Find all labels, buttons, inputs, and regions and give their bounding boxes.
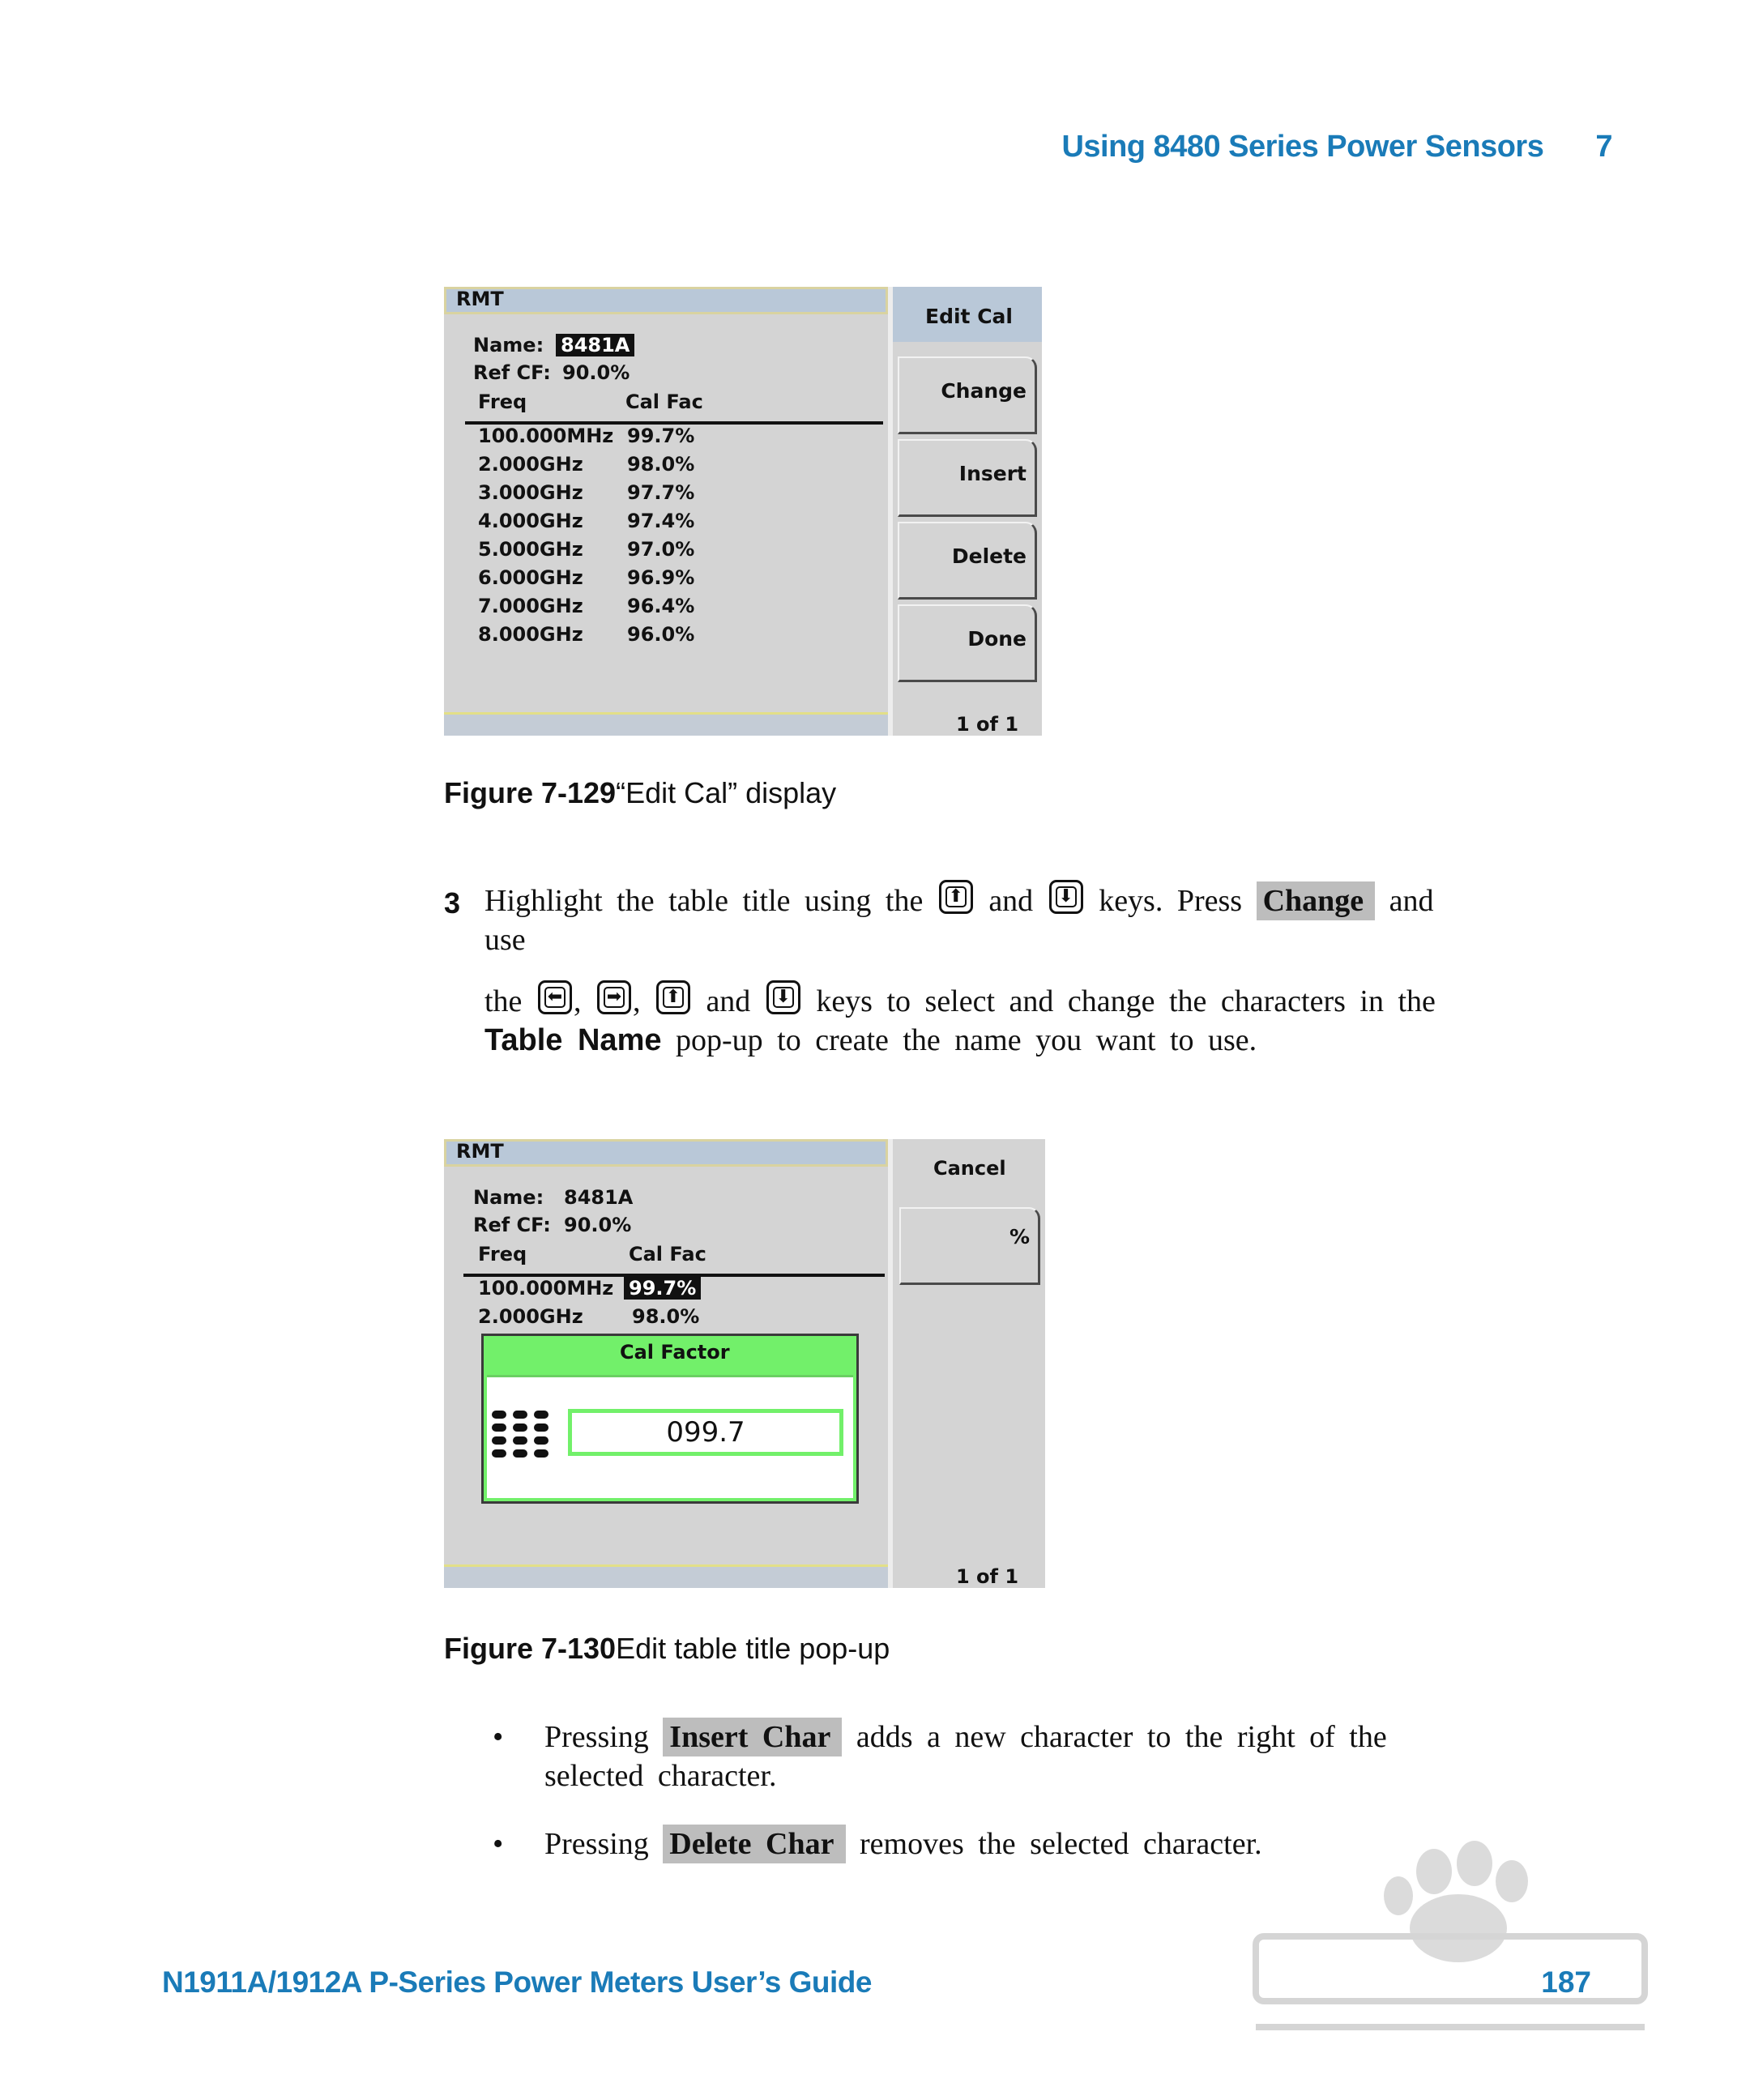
text: keys to select and change the characters in the xyxy=(816,984,1436,1018)
text: Pressing xyxy=(544,1827,649,1861)
change-label: Change xyxy=(941,379,1027,403)
left-arrow-key-icon: ⬅ xyxy=(538,980,572,1014)
cal-factor-popup-screen xyxy=(444,1139,1045,1588)
table-row-calfac[interactable]: 99.7% xyxy=(627,425,695,447)
header-title: Using 8480 Series Power Sensors xyxy=(1061,130,1544,164)
cal-factor-input[interactable] xyxy=(568,1409,843,1456)
name-label: Name: xyxy=(473,334,544,356)
change-key-label: Change xyxy=(1257,881,1376,920)
page-number: 187 xyxy=(1541,1966,1591,1999)
calfac-header: Cal Fac xyxy=(629,1243,706,1266)
freq-header: Freq xyxy=(478,1243,527,1266)
insert-softkey[interactable] xyxy=(898,439,1037,517)
insert-label: Insert xyxy=(958,462,1027,485)
figure-caption xyxy=(444,776,836,810)
watermark-logo xyxy=(1240,1839,1661,2050)
text: selected character. xyxy=(544,1759,777,1793)
footer-title: N1911A/1912A P-Series Power Meters User’s Guide xyxy=(162,1966,872,1999)
text: and xyxy=(1389,884,1434,918)
table-row-freq[interactable]: 8.000GHz xyxy=(478,623,583,646)
table-row-calfac-selected[interactable]: 99.7% xyxy=(624,1277,701,1300)
edit-cal-screen xyxy=(444,287,1042,736)
percent-label: % xyxy=(1009,1225,1030,1248)
step-3-text xyxy=(484,880,1570,959)
chapter-number: 7 xyxy=(1595,130,1612,164)
text: , xyxy=(632,984,641,1018)
figure-caption xyxy=(444,1632,890,1666)
figure-title: “Edit Cal” display xyxy=(616,776,837,809)
text: the xyxy=(484,984,523,1018)
table-row-freq[interactable]: 2.000GHz xyxy=(478,453,583,476)
bullet-icon: • xyxy=(493,1827,504,1861)
freq-header: Freq xyxy=(478,391,527,413)
delete-softkey[interactable] xyxy=(898,522,1037,600)
done-softkey[interactable] xyxy=(898,604,1037,682)
table-row-freq[interactable]: 5.000GHz xyxy=(478,538,583,561)
down-arrow-key-icon: ⬇ xyxy=(766,980,800,1014)
cancel-softkey[interactable]: Cancel xyxy=(933,1157,1006,1180)
text: Pressing xyxy=(544,1720,649,1754)
page-indicator: 1 of 1 xyxy=(956,713,1019,736)
table-row-freq[interactable]: 100.000MHz xyxy=(478,1277,614,1300)
table-row-freq[interactable]: 2.000GHz xyxy=(478,1305,583,1328)
insert-char-key-label: Insert Char xyxy=(663,1718,842,1756)
text: adds a new character to the right of the xyxy=(856,1720,1387,1754)
up-arrow-key-icon: ⬆ xyxy=(939,880,973,914)
refcf-label: Ref CF: xyxy=(473,361,551,384)
softkey-panel xyxy=(893,287,1042,736)
table-row-calfac[interactable]: 97.7% xyxy=(627,481,695,504)
menu-title: Edit Cal xyxy=(925,305,1013,328)
bottom-bar xyxy=(444,1564,888,1588)
rmt-indicator: RMT xyxy=(456,288,504,310)
refcf-label: Ref CF: xyxy=(473,1214,551,1236)
delete-label: Delete xyxy=(951,544,1027,568)
bullet-icon: • xyxy=(493,1720,504,1754)
text: and xyxy=(706,984,751,1018)
up-arrow-key-icon: ⬆ xyxy=(656,980,690,1014)
percent-softkey[interactable] xyxy=(899,1207,1040,1285)
bullet-insert-char xyxy=(544,1718,1598,1795)
table-row-calfac[interactable]: 98.0% xyxy=(627,453,695,476)
text: use xyxy=(484,923,526,957)
table-row-calfac[interactable]: 96.9% xyxy=(627,566,695,589)
keypad-icon xyxy=(490,1409,552,1461)
refcf-value: 90.0% xyxy=(562,361,630,384)
text: removes the selected character. xyxy=(860,1827,1262,1861)
down-arrow-key-icon: ⬇ xyxy=(1049,880,1083,914)
text: pop-up to create the name you want to use. xyxy=(675,1023,1257,1057)
table-row-freq[interactable]: 3.000GHz xyxy=(478,481,583,504)
table-row-calfac[interactable]: 98.0% xyxy=(632,1305,700,1328)
text: and xyxy=(988,884,1034,918)
page-indicator: 1 of 1 xyxy=(956,1565,1019,1588)
table-row-freq[interactable]: 4.000GHz xyxy=(478,510,583,532)
table-name-term: Table Name xyxy=(484,1023,662,1057)
table-row-calfac[interactable]: 97.4% xyxy=(627,510,695,532)
right-arrow-key-icon: ➡ xyxy=(597,980,631,1014)
rmt-indicator: RMT xyxy=(456,1140,504,1163)
text: keys. Press xyxy=(1099,884,1243,918)
menu-title-bar xyxy=(893,287,1042,342)
popup-title: Cal Factor xyxy=(620,1341,730,1364)
figure-title: Edit table title pop-up xyxy=(616,1632,890,1665)
table-name-value[interactable]: 8481A xyxy=(556,334,634,356)
table-row-freq[interactable]: 6.000GHz xyxy=(478,566,583,589)
softkey-panel xyxy=(893,1139,1045,1588)
popup-title-bar xyxy=(484,1336,856,1377)
name-label: Name: xyxy=(473,1186,544,1209)
step-3-text-continued xyxy=(484,980,1586,1060)
table-row-freq[interactable]: 100.000MHz xyxy=(478,425,614,447)
running-header xyxy=(1061,130,1612,164)
figure-number: Figure 7-129 xyxy=(444,776,617,809)
table-row-calfac[interactable]: 96.4% xyxy=(627,595,695,617)
status-bar xyxy=(444,1139,888,1167)
calfac-header: Cal Fac xyxy=(625,391,703,413)
text: Highlight the table title using the xyxy=(484,884,924,918)
table-row-freq[interactable]: 7.000GHz xyxy=(478,595,583,617)
delete-char-key-label: Delete Char xyxy=(663,1825,845,1863)
status-bar xyxy=(444,287,888,314)
bottom-bar xyxy=(444,712,888,736)
done-label: Done xyxy=(967,627,1027,651)
cal-factor-popup xyxy=(481,1334,859,1504)
table-name-value: 8481A xyxy=(564,1186,634,1209)
text: , xyxy=(573,984,582,1018)
step-number: 3 xyxy=(444,886,461,920)
change-softkey[interactable] xyxy=(898,356,1037,434)
table-row-calfac[interactable]: 96.0% xyxy=(627,623,695,646)
cal-factor-value: 099.7 xyxy=(666,1416,745,1449)
figure-number: Figure 7-130 xyxy=(444,1632,617,1665)
refcf-value: 90.0% xyxy=(564,1214,632,1236)
table-row-calfac[interactable]: 97.0% xyxy=(627,538,695,561)
